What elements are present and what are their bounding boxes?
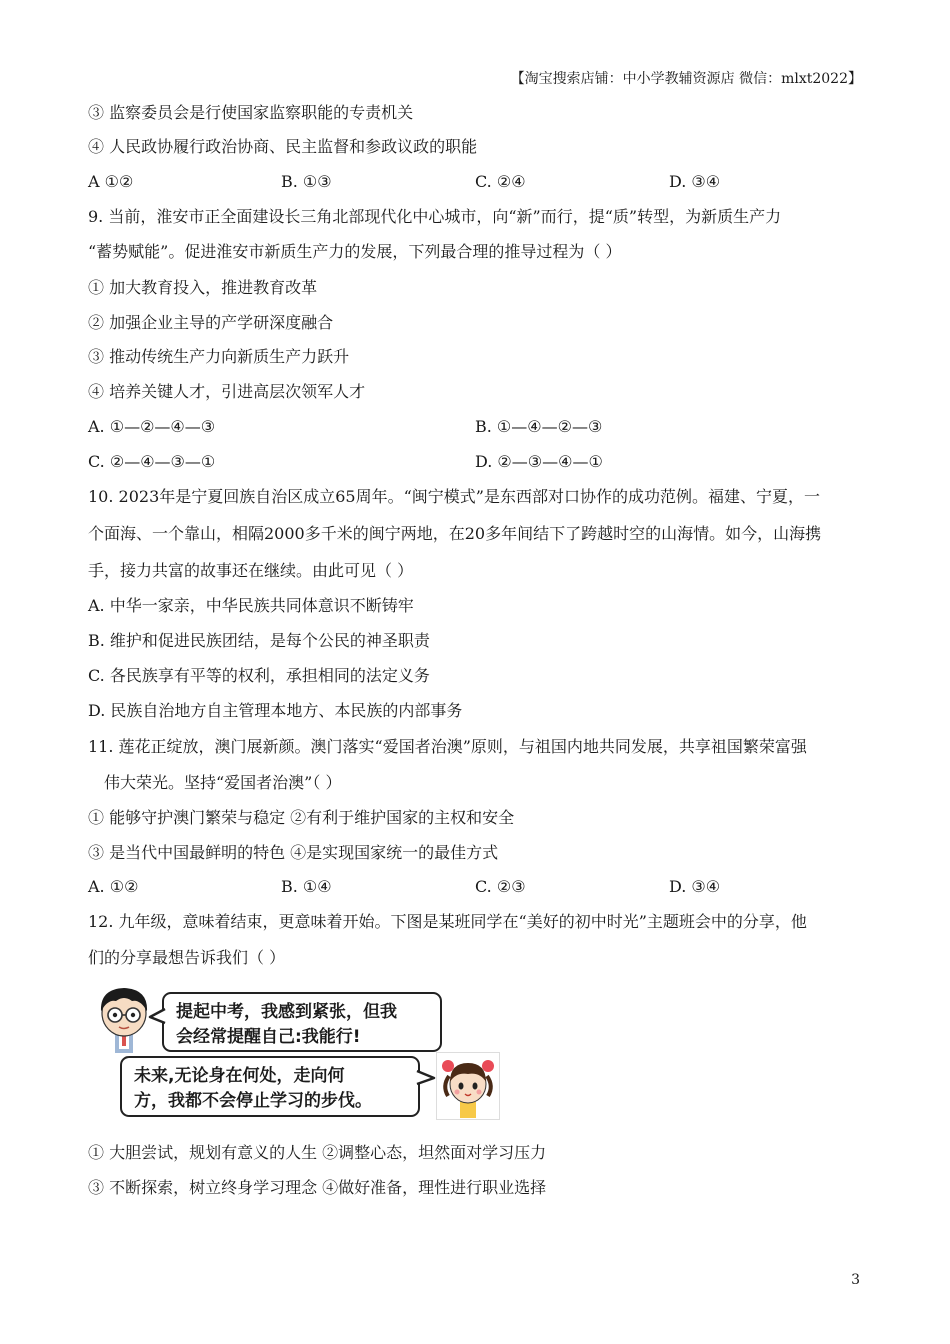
- q11-option-b: B. ①④: [281, 877, 332, 896]
- q10-option-b: B. 维护和促进民族团结，是每个公民的神圣职责: [88, 631, 430, 650]
- bubble-1-line-2: 会经常提醒自己:我能行!: [176, 1027, 361, 1047]
- q9-option-a: A. ①—②—④—③: [88, 417, 216, 436]
- header-shop-note: 【淘宝搜索店铺：中小学教辅资源店 微信：mlxt2022】: [510, 71, 862, 87]
- speech-bubble-2: [120, 1056, 420, 1117]
- q9-item-3: ③ 推动传统生产力向新质生产力跃升: [88, 347, 350, 366]
- q10-option-a: A. 中华一家亲，中华民族共同体意识不断铸牢: [88, 596, 414, 615]
- q11-items-line-2: ③ 是当代中国最鲜明的特色 ④是实现国家统一的最佳方式: [88, 843, 499, 862]
- q8-option-b: B. ①③: [281, 172, 332, 191]
- q9-stem-line-1: 9. 当前，淮安市正全面建设长三角北部现代化中心城市，向“新”而行，提“质”转型，为新质生产力: [88, 207, 782, 226]
- q9-item-1: ① 加大教育投入，推进教育改革: [88, 278, 318, 297]
- q10-stem-line-1: 10. 2023年是宁夏回族自治区成立65周年。“闽宁模式”是东西部对口协作的成功范例。福建、宁夏，一: [88, 487, 820, 506]
- q10-option-d: D. 民族自治地方自主管理本地方、本民族的内部事务: [88, 701, 463, 720]
- speech-bubble-1: [162, 992, 442, 1052]
- q11-stem-line-1: 11. 莲花正绽放，澳门展新颜。澳门落实“爱国者治澳”原则，与祖国内地共同发展，共享祖国繁荣富强: [88, 737, 807, 756]
- q8-item-4: ④ 人民政协履行政治协商、民主监督和参政议政的职能: [88, 137, 478, 156]
- girl-cartoon-figure: [436, 1052, 500, 1120]
- q12-stem-line-1: 12. 九年级，意味着结束，更意味着开始。下图是某班同学在“美好的初中时光”主题班会中的分享，他: [88, 912, 807, 931]
- bubble-2-line-2: 方，我都不会停止学习的步伐。: [134, 1091, 372, 1111]
- page-number: 3: [851, 1272, 860, 1288]
- q11-option-d: D. ③④: [669, 877, 721, 896]
- q12-items-line-2: ③ 不断探索，树立终身学习理念 ④做好准备，理性进行职业选择: [88, 1178, 547, 1197]
- q9-item-2: ② 加强企业主导的产学研深度融合: [88, 313, 334, 332]
- q10-option-c: C. 各民族享有平等的权利，承担相同的法定义务: [88, 666, 430, 685]
- bubble-2-tail: [416, 1068, 436, 1088]
- q9-option-b: B. ①—④—②—③: [475, 417, 603, 436]
- q9-item-4: ④ 培养关键人才，引进高层次领军人才: [88, 382, 366, 401]
- q11-option-c: C. ②③: [475, 877, 526, 896]
- q9-option-d: D. ②—③—④—①: [475, 452, 603, 471]
- q10-stem-line-3: 手，接力共富的故事还在继续。由此可见（ ）: [88, 561, 414, 580]
- bubble-1-tail: [148, 1006, 166, 1026]
- bubble-1-line-1: 提起中考，我感到紧张，但我: [176, 1002, 397, 1022]
- bubble-2-line-1: 未来,无论身在何处，走向何: [134, 1066, 345, 1086]
- q9-option-c: C. ②—④—③—①: [88, 452, 216, 471]
- q8-option-d: D. ③④: [669, 172, 721, 191]
- q12-stem-line-2: 们的分享最想告诉我们（ ）: [88, 948, 286, 967]
- q10-stem-line-2: 个面海、一个靠山，相隔2000多千米的闽宁两地，在20多年间结下了跨越时空的山海情。如今，山海携: [88, 524, 822, 543]
- q12-items-line-1: ① 大胆尝试，规划有意义的人生 ②调整心态，坦然面对学习压力: [88, 1143, 547, 1162]
- q11-option-a: A. ①②: [88, 877, 139, 896]
- q11-stem-line-2: 伟大荣光。坚持“爱国者治澳”（ ）: [104, 773, 342, 792]
- q8-option-a: A ①②: [88, 172, 134, 191]
- q8-option-c: C. ②④: [475, 172, 526, 191]
- q8-item-3: ③ 监察委员会是行使国家监察职能的专责机关: [88, 103, 414, 122]
- q9-stem-line-2: “蓄势赋能”。促进淮安市新质生产力的发展，下列最合理的推导过程为（ ）: [88, 242, 622, 261]
- q11-items-line-1: ① 能够守护澳门繁荣与稳定 ②有利于维护国家的主权和安全: [88, 808, 515, 827]
